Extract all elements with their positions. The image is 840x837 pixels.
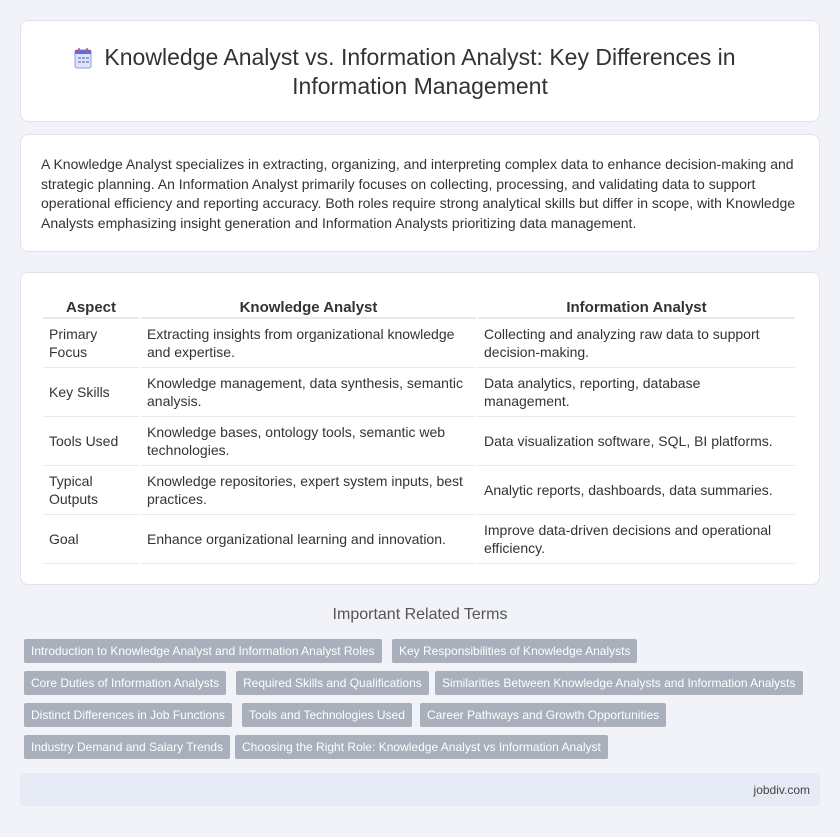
page-title: Knowledge Analyst vs. Information Analyst: Key Differences in Information Management [104,44,736,99]
related-term-tag[interactable]: Choosing the Right Role: Knowledge Analyst vs Information Analyst [235,735,608,759]
related-term-tag[interactable]: Introduction to Knowledge Analyst and Information Analyst Roles [24,639,382,663]
header-card [20,20,820,122]
table-header-row [43,293,795,319]
information-analyst-cell: Data visualization software, SQL, BI platforms. [478,417,795,466]
column-header: Aspect [43,293,139,319]
information-analyst-cell: Analytic reports, dashboards, data summaries. [478,466,795,515]
document-icon [73,47,93,69]
table-row [43,319,795,368]
comparison-table [41,293,797,564]
related-term-tag[interactable]: Core Duties of Information Analysts [24,671,226,695]
related-term-tag[interactable]: Distinct Differences in Job Functions [24,703,232,727]
footer [20,773,820,806]
related-term-tag[interactable]: Key Responsibilities of Knowledge Analysts [392,639,637,663]
aspect-cell: Typical Outputs [43,466,139,515]
information-analyst-cell: Data analytics, reporting, database management. [478,368,795,417]
knowledge-analyst-cell: Knowledge bases, ontology tools, semantic web technologies. [141,417,476,466]
information-analyst-cell: Improve data-driven decisions and operational efficiency. [478,515,795,564]
aspect-cell: Primary Focus [43,319,139,368]
aspect-cell: Goal [43,515,139,564]
related-term-tag[interactable]: Similarities Between Knowledge Analysts and Information Analysts [435,671,803,695]
table-row [43,466,795,515]
aspect-cell: Key Skills [43,368,139,417]
related-term-tag[interactable]: Industry Demand and Salary Trends [24,735,230,759]
knowledge-analyst-cell: Knowledge repositories, expert system inputs, best practices. [141,466,476,515]
column-header: Information Analyst [478,293,795,319]
related-term-tag[interactable]: Tools and Technologies Used [242,703,412,727]
related-term-tag[interactable]: Required Skills and Qualifications [236,671,429,695]
knowledge-analyst-cell: Extracting insights from organizational knowledge and expertise. [141,319,476,368]
table-row [43,368,795,417]
knowledge-analyst-cell: Knowledge management, data synthesis, semantic analysis. [141,368,476,417]
column-header: Knowledge Analyst [141,293,476,319]
footer-site-link[interactable]: jobdiv.com [753,783,810,797]
related-terms-title: Important Related Terms [332,606,508,623]
table-row [43,515,795,564]
information-analyst-cell: Collecting and analyzing raw data to support decision-making. [478,319,795,368]
intro-text: A Knowledge Analyst specializes in extracting, organizing, and interpreting complex data to enhance decision-making and strategic planning. An Information Analyst primarily focuses on collecting, processing, and validating data to support operational efficiency and reporting accuracy. Both roles require strong analytical skills but differ in scope, with Knowledge Analysts emphasizing insight generation and Information Analysts prioritizing data management. [41,156,796,231]
related-term-tag[interactable]: Career Pathways and Growth Opportunities [420,703,666,727]
comparison-table-card [20,272,820,585]
table-row [43,417,795,466]
knowledge-analyst-cell: Enhance organizational learning and innovation. [141,515,476,564]
aspect-cell: Tools Used [43,417,139,466]
intro-card [20,134,820,252]
